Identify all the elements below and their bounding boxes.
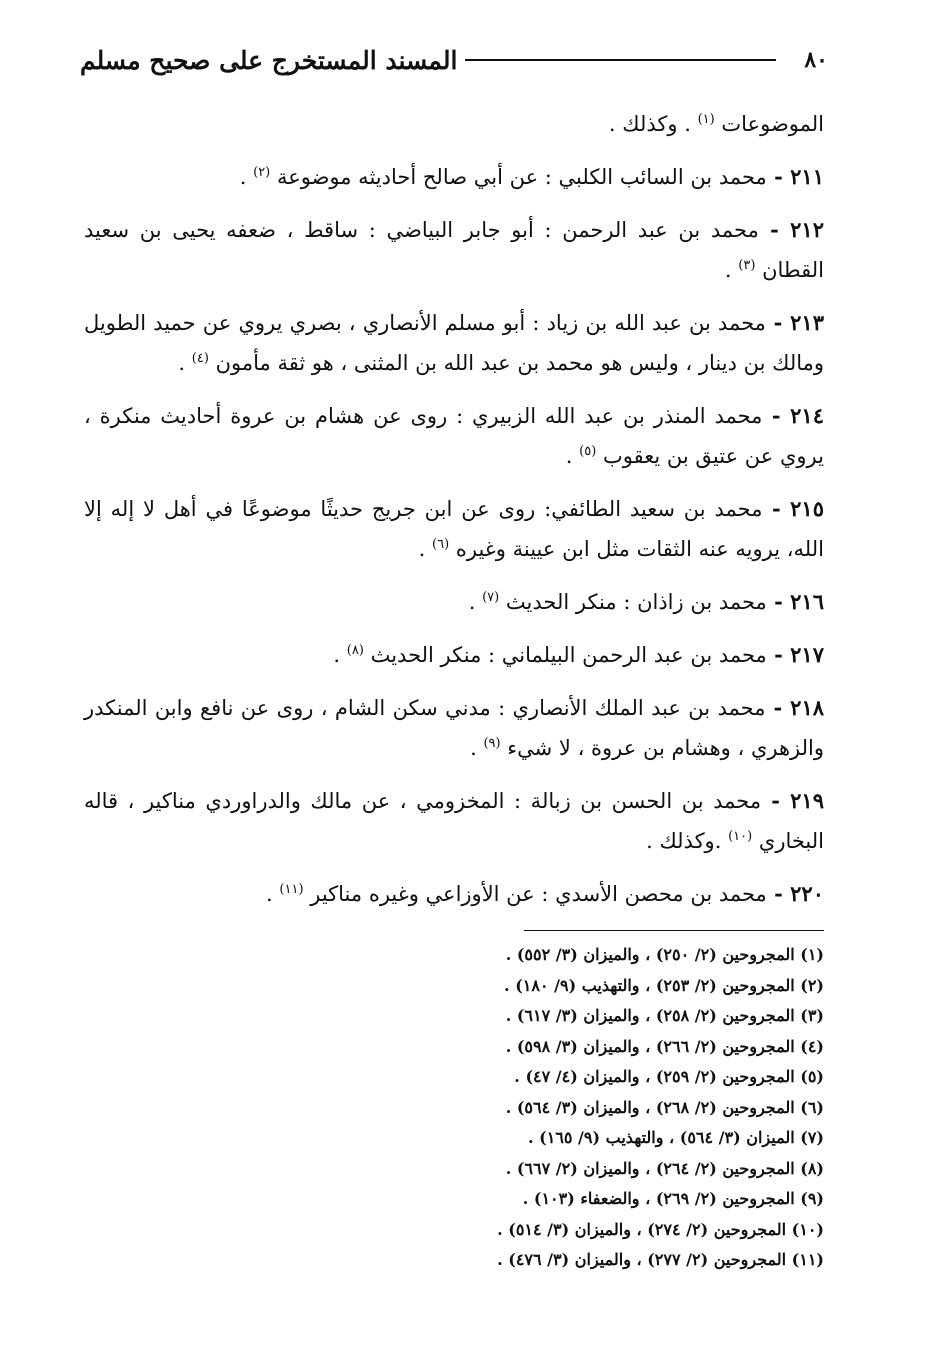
footnote-4: (٤) المجروحين (٢/ ٢٦٦) ، والميزان (٣/ ٥٩٨) . [505, 1036, 824, 1056]
footnote-9: (٩) المجروحين (٢/ ٢٦٩) ، والضعفاء (١٠٣) . [522, 1189, 824, 1208]
header-rule [465, 59, 776, 61]
footnote-5: (٥) المجروحين (٢/ ٢٥٩) ، والميزان (٤/ ٤٧) . [514, 1067, 824, 1086]
entry-number: ٢١٤ - [762, 403, 824, 428]
entry-219 [84, 781, 824, 861]
entry-tail: . [468, 590, 476, 614]
running-title: المسند المستخرج على صحيح مسلم [80, 45, 458, 75]
footnote-ref: (٨) [346, 643, 364, 658]
entry-text: محمد بن زاذان : منكر الحديث [505, 590, 767, 614]
entry-tail: . [239, 165, 247, 189]
page-number: ٨٠ [804, 47, 828, 73]
entry-216 [84, 582, 824, 622]
entry-tail: . [418, 537, 426, 561]
entry-text: محمد بن محصن الأسدي : عن الأوزاعي وغيره مناكير [310, 882, 767, 906]
footnote-ref: (٢) [253, 165, 271, 180]
entry-text: محمد بن سعيد الطائفي: روى عن ابن جريج حديثًا موضوعًا في أهل لا إله إلا الله، يرويه عنه الثقات مثل ابن عيينة وغيره [84, 497, 824, 561]
entry-number: ٢١٥ - [762, 496, 824, 521]
entry-tail: . وكذلك . [608, 112, 691, 136]
entry-number: ٢٢٠ - [766, 881, 824, 906]
footnote-ref: (٥) [579, 444, 597, 459]
entry-tail: . [724, 258, 732, 282]
footnote-11: (١١) المجروحين (٢/ ٢٧٧) ، والميزان (٣/ ٤٧٦) . [497, 1250, 824, 1269]
footnote-ref: (٤) [191, 351, 209, 366]
entry-218 [84, 688, 824, 768]
footnote-6: (٦) المجروحين (٢/ ٢٦٨) ، والميزان (٣/ ٥٦٤) . [505, 1097, 824, 1117]
entry-tail: . [470, 736, 477, 760]
footnote-ref: (٧) [482, 590, 500, 605]
entry-215 [84, 489, 824, 569]
entry-number: ٢١٣ - [765, 310, 824, 335]
footnote-10: (١٠) المجروحين (٢/ ٢٧٤) ، والميزان (٣/ ٥١٤) . [497, 1219, 824, 1239]
entry-text: الموضوعات [721, 112, 824, 136]
footnote-7: (٧) الميزان (٣/ ٥٦٤) ، والتهذيب (٩/ ١٦٥) . [527, 1128, 824, 1147]
entry-number: ٢١٧ - [766, 642, 824, 667]
footnote-ref: (٩) [483, 736, 501, 751]
footnote-ref: (١١) [279, 882, 304, 897]
entry-text: محمد المنذر بن عبد الله الزبيري : روى عن هشام بن عروة أحاديث منكرة ، يروي عن عتيق بن يعقوب [84, 404, 824, 468]
entry-213 [84, 303, 824, 383]
entry-tail: . [333, 643, 341, 667]
entry-text: محمد بن عبد الرحمن البيلماني : منكر الحديث [370, 643, 767, 667]
entry-tail: . [565, 444, 573, 468]
entry-continuation [84, 104, 824, 144]
entry-220 [84, 874, 824, 914]
entry-tail: .وكذلك . [646, 829, 722, 853]
footnote-ref: (١٠) [728, 829, 753, 844]
footnote-ref: (٦) [432, 537, 450, 552]
entry-number: ٢١١ - [766, 164, 824, 189]
entry-number: ٢١٦ - [766, 589, 824, 614]
entry-tail: . [178, 351, 186, 375]
footnote-2: (٢) المجروحين (٢/ ٢٥٣) ، والتهذيب (٩/ ١٨٠) . [504, 975, 824, 995]
entry-211 [84, 157, 824, 197]
entry-text: محمد بن السائب الكلبي : عن أبي صالح أحاديثه موضوعة [276, 165, 767, 189]
footnote-3: (٣) المجروحين (٢/ ٢٥٨) ، والميزان (٣/ ٦١٧) . [505, 1006, 824, 1025]
footnote-8: (٨) المجروحين (٢/ ٢٦٤) ، والميزان (٢/ ٦٦٧) . [505, 1158, 824, 1178]
entry-number: ٢١٩ - [761, 788, 824, 813]
body-text [84, 104, 824, 927]
entry-number: ٢١٢ - [758, 217, 824, 242]
footnotes [84, 940, 824, 1276]
footnote-ref: (٣) [738, 258, 756, 273]
entry-text: محمد بن عبد الملك الأنصاري : مدني سكن الشام ، روى عن نافع وابن المنكدر والزهري ، وهشام بن عروة ، لا شيء [84, 696, 824, 760]
footnote-rule [524, 930, 824, 931]
entry-tail: . [266, 882, 273, 906]
entry-text: محمد بن عبد الرحمن : أبو جابر البياضي : ساقط ، ضعفه يحيى بن سعيد القطان [84, 218, 824, 282]
footnote-1: (١) المجروحين (٢/ ٢٥٠) ، والميزان (٣/ ٥٥٢) . [505, 945, 824, 964]
entry-text: محمد بن الحسن بن زبالة : المخزومي ، عن مالك والدراوردي مناكير ، قاله البخاري [84, 789, 824, 853]
entry-number: ٢١٨ - [765, 695, 825, 720]
entry-212 [84, 210, 824, 290]
entry-217 [84, 635, 824, 675]
entry-text: محمد بن عبد الله بن زياد : أبو مسلم الأنصاري ، بصري يروي عن حميد الطويل ومالك بن دينار ، وليس هو محمد بن عبد الله بن المثنى ، هو ثقة مأمون [84, 311, 824, 375]
page-header [80, 40, 828, 80]
footnote-ref: (١) [697, 112, 715, 127]
entry-214 [84, 396, 824, 476]
